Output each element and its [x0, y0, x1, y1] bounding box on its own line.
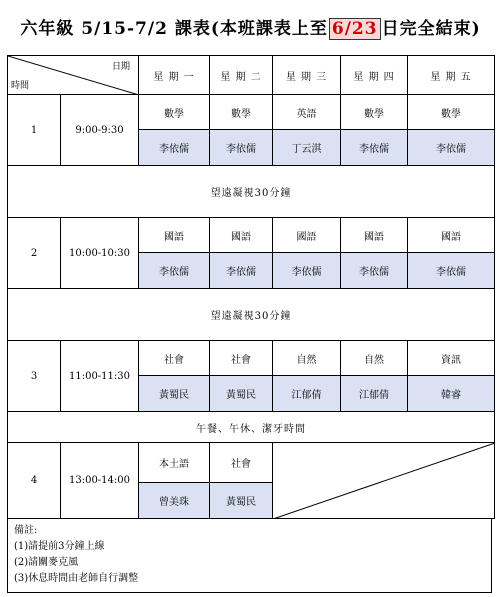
subject-cell: 國語 — [210, 218, 273, 253]
corner-date-label: 日期 — [111, 62, 130, 72]
period-number: 1 — [8, 95, 61, 166]
subject-cell: 自然 — [273, 341, 341, 376]
break-row — [8, 289, 495, 341]
period-number: 4 — [8, 443, 61, 519]
subject-cell: 國語 — [273, 218, 341, 253]
period-number: 3 — [8, 341, 61, 412]
subject-cell: 數學 — [341, 95, 408, 130]
corner-cell — [8, 56, 139, 95]
note-item: (2)請關麥克風 — [14, 557, 79, 568]
note-item: (1)請提前3分鐘上線 — [14, 541, 105, 552]
teacher-cell: 黃蜀民 — [210, 376, 273, 412]
break-lunch: 午餐、午休、潔牙時間 — [8, 412, 495, 443]
teacher-cell: 江郁倩 — [273, 376, 341, 412]
teacher-cell: 黃蜀民 — [139, 376, 210, 412]
subject-cell: 自然 — [341, 341, 408, 376]
teacher-cell: 李依儒 — [139, 253, 210, 289]
teacher-cell: 李依儒 — [210, 130, 273, 166]
page-title — [0, 14, 501, 39]
subject-cell: 社會 — [139, 341, 210, 376]
teacher-cell: 李依儒 — [408, 253, 495, 289]
break-eye-rest-2: 望遠凝視30分鐘 — [8, 289, 495, 341]
teacher-cell: 李依儒 — [273, 253, 341, 289]
header-row — [8, 56, 495, 95]
subject-cell: 數學 — [139, 95, 210, 130]
notes-label: 備註: — [14, 525, 38, 536]
break-row — [8, 412, 495, 443]
subject-cell: 社會 — [210, 341, 273, 376]
subject-cell: 本土語 — [139, 443, 210, 483]
title-end-date-highlight: 6/23 — [329, 18, 381, 40]
teacher-cell: 李依儒 — [341, 253, 408, 289]
note-item: (3)休息時間由老師自行調整 — [14, 573, 139, 584]
teacher-cell: 李依儒 — [341, 130, 408, 166]
teacher-cell: 李依儒 — [139, 130, 210, 166]
teacher-cell: 李依儒 — [408, 130, 495, 166]
subject-cell: 國語 — [341, 218, 408, 253]
teacher-cell: 江郁倩 — [341, 376, 408, 412]
day-header-fri: 星 期 五 — [408, 56, 495, 95]
subject-cell: 社會 — [210, 443, 273, 483]
teacher-cell: 曾美珠 — [139, 483, 210, 519]
title-suffix: 日完全結束) — [381, 19, 481, 39]
day-header-tue: 星 期 二 — [210, 56, 273, 95]
notes-section — [7, 519, 492, 593]
period-3-subject-row — [8, 341, 495, 376]
period-1-subject-row — [8, 95, 495, 130]
teacher-cell: 丁云淇 — [273, 130, 341, 166]
period-time: 11:00-11:30 — [61, 341, 139, 412]
empty-slot-cell — [273, 443, 495, 519]
period-2-subject-row — [8, 218, 495, 253]
period-time: 9:00-9:30 — [61, 95, 139, 166]
break-row — [8, 166, 495, 218]
period-4-subject-row — [8, 443, 495, 483]
subject-cell: 數學 — [408, 95, 495, 130]
period-time: 10:00-10:30 — [61, 218, 139, 289]
title-prefix: 六年級 5/15-7/2 課表(本班課表上至 — [20, 19, 328, 39]
day-header-mon: 星 期 一 — [139, 56, 210, 95]
subject-cell: 數學 — [210, 95, 273, 130]
break-eye-rest-1: 望遠凝視30分鐘 — [8, 166, 495, 218]
day-header-wed: 星 期 三 — [273, 56, 341, 95]
subject-cell: 國語 — [139, 218, 210, 253]
period-number: 2 — [8, 218, 61, 289]
subject-cell: 英語 — [273, 95, 341, 130]
teacher-cell: 李依儒 — [210, 253, 273, 289]
teacher-cell: 黃蜀民 — [210, 483, 273, 519]
teacher-cell: 韓睿 — [408, 376, 495, 412]
schedule-table — [7, 55, 495, 519]
corner-time-label: 時間 — [11, 81, 30, 91]
empty-slot-diagonal — [273, 443, 495, 519]
period-time: 13:00-14:00 — [61, 443, 139, 519]
subject-cell: 資訊 — [408, 341, 495, 376]
day-header-thu: 星 期 四 — [341, 56, 408, 95]
subject-cell: 國語 — [408, 218, 495, 253]
